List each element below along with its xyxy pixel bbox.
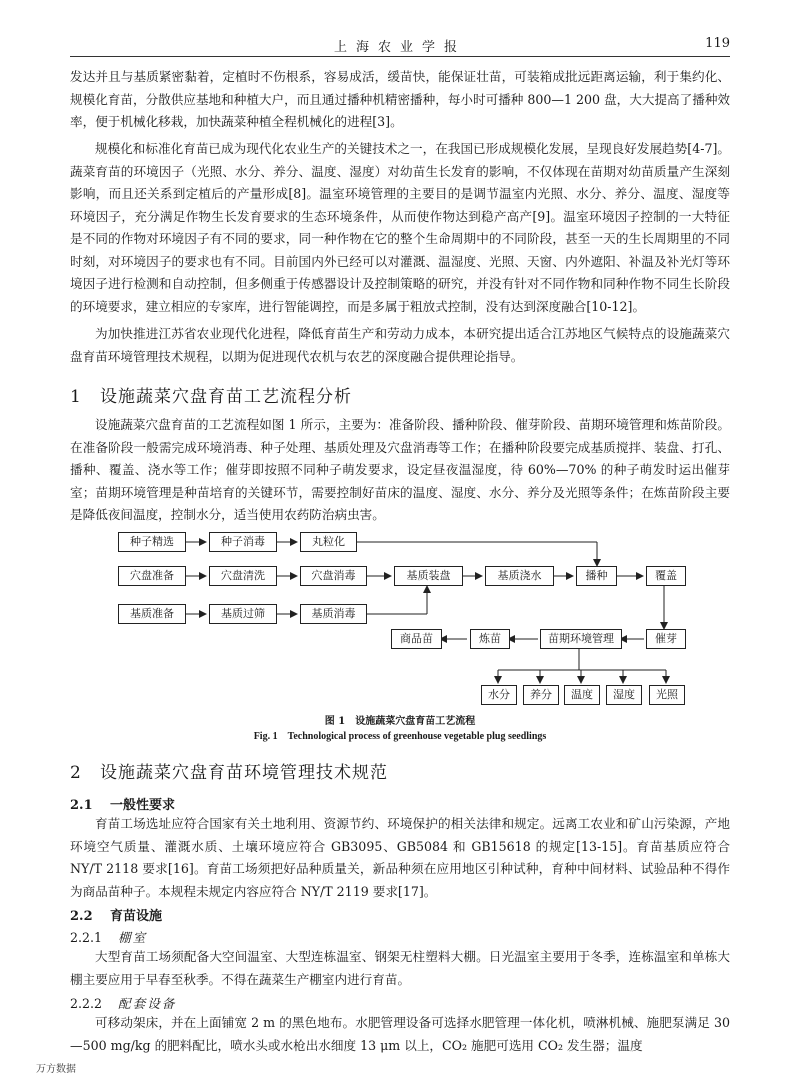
- subsection-title: 一般性要求: [110, 798, 176, 813]
- figure-caption-en: Fig. 1 Technological process of greenhouse vegetable plug seedlings: [253, 731, 547, 742]
- journal-title: 上海农业学报: [333, 40, 466, 55]
- subsection-2-2-heading: [70, 905, 162, 924]
- subsection-number: 2.2: [70, 909, 93, 924]
- node-water: 水分: [481, 685, 517, 705]
- section-2-heading: [70, 758, 388, 783]
- paragraph-general-requirements: 育苗工场选址应符合国家有关土地利用、资源节约、环境保护的相关法律和规定。远离工农业和矿山污染源，产地环境空气质量、灌溉水质、土壤环境应符合 GB3095、GB5084 和 GB15618 的规定[13-15]。育苗基质应符合 NY/T 2118 要求[16]。育苗工场须把好品种质量关，新品种须在应用地区引种试种，育种中间材料、试验品种不得作为商品苗种子。本规程未规定内容应符合 NY/T 2119 要求[17]。: [70, 816, 730, 899]
- node-humidity: 湿度: [606, 685, 642, 705]
- node-temperature: 温度: [564, 685, 600, 705]
- section-number: 2: [70, 763, 82, 783]
- subsection-title: 育苗设施: [110, 909, 163, 924]
- node-light: 光照: [649, 685, 685, 705]
- node-substrate-disinfect: 基质消毒: [300, 604, 367, 624]
- subsection-title: 配套设备: [118, 996, 177, 1011]
- footer-watermark: 万方数据: [36, 1064, 76, 1075]
- paragraph-intro-continued: 发达并且与基质紧密黏着，定植时不伤根系，容易成活，缓苗快，能保证壮苗，可装箱成批远距离运输，利于集约化、规模化育苗，分散供应基地和种植大户，而且通过播种机精密播种，每小时可播种 800—1 200 盘，大大提高了播种效率，便于机械化移栽，加快蔬菜种植全程机械化的进程[3]。: [70, 69, 731, 129]
- node-substrate-sieve: 基质过筛: [209, 604, 277, 624]
- node-covering: 覆盖: [646, 566, 686, 586]
- paragraph-greenhouse: 大型育苗工场须配备大空间温室、大型连栋温室、钢架无柱塑料大棚。日光温室主要用于冬季，连栋温室和单栋大棚主要应用于早春至秋季。不得在蔬菜生产棚室内进行育苗。: [70, 949, 730, 987]
- paragraph-process: 设施蔬菜穴盘育苗的工艺流程如图 1 所示，主要为：准备阶段、播种阶段、催芽阶段、苗期环境管理和炼苗阶段。在准备阶段一般需完成环境消毒、种子处理、基质处理及穴盘消毒等工作；在播种阶段要完成基质搅拌、装盘、打孔、播种、覆盖、浇水等工作；催芽即按照不同种子萌发要求，设定昼夜温湿度，待 60%—70% 的种子萌发时运出催芽室；苗期环境管理是种苗培育的关键环节，需要控制好苗床的温度、湿度、水分、养分及光照等条件；在炼苗阶段主要是降低夜间温度，控制水分，适当使用农药防治病虫害。: [70, 417, 730, 522]
- section-title: 设施蔬菜穴盘育苗工艺流程分析: [100, 387, 352, 407]
- node-substrate-prep: 基质准备: [118, 604, 186, 624]
- subsection-2-1-heading: [70, 794, 175, 813]
- node-seed-disinfect: 种子消毒: [209, 532, 277, 552]
- subsection-number: 2.2.1: [70, 930, 103, 945]
- node-tray-clean: 穴盘清洗: [209, 566, 277, 586]
- paragraph-equipment: 可移动架床，并在上面铺宽 2 m 的黑色地布。水肥管理设备可选择水肥管理一体化机，喷淋机械、施肥泵满足 30—500 mg/kg 的肥料配比，喷水头或水枪出水细度 13 μm 以上，CO₂ 施肥可选用 CO₂ 发生器；温度: [70, 1015, 730, 1053]
- node-substrate-fill: 基质装盘: [394, 566, 463, 586]
- node-tray-prep: 穴盘准备: [118, 566, 186, 586]
- subsection-2-2-2-heading: [70, 993, 176, 1012]
- node-substrate-water: 基质浇水: [485, 566, 554, 586]
- node-commercial-seedling: 商品苗: [391, 629, 442, 649]
- node-nutrient: 养分: [523, 685, 559, 705]
- subsection-number: 2.2.2: [70, 996, 103, 1011]
- subsection-2-2-1-heading: [70, 927, 147, 946]
- section-title: 设施蔬菜穴盘育苗环境管理技术规范: [100, 763, 388, 783]
- node-seed-select: 种子精选: [118, 532, 186, 552]
- page-number: 119: [705, 36, 730, 51]
- node-pelleting: 丸粒化: [300, 532, 357, 552]
- node-seedling-env-management: 苗期环境管理: [540, 629, 622, 649]
- node-hardening: 炼苗: [470, 629, 510, 649]
- paragraph-purpose: 为加快推进江苏省农业现代化进程，降低育苗生产和劳动力成本，本研究提出适合江苏地区气候特点的设施蔬菜穴盘育苗环境管理技术规程，以期为促进现代农机与农艺的深度融合提供理论指导。: [70, 326, 730, 364]
- node-tray-disinfect: 穴盘消毒: [300, 566, 367, 586]
- subsection-title: 棚室: [118, 930, 148, 945]
- figure-caption-cn: 图 1 设施蔬菜穴盘育苗工艺流程: [324, 716, 476, 727]
- node-sowing: 播种: [576, 566, 617, 586]
- section-number: 1: [70, 387, 82, 407]
- node-germination: 催芽: [646, 629, 686, 649]
- subsection-number: 2.1: [70, 798, 93, 813]
- paragraph-background: 规模化和标准化育苗已成为现代化农业生产的关键技术之一，在我国已形成规模化发展，呈现良好发展趋势[4-7]。蔬菜育苗的环境因子（光照、水分、养分、温度、湿度）对幼苗生长发育的影响，不仅体现在苗期对幼苗质量产生深刻影响，而且还关系到定植后的产量形成[8]。温室环境管理的主要目的是调节温室内光照、水分、养分、温度、湿度等环境因子，充分满足作物生长发育要求的生态环境条件，从而使作物达到稳产高产[9]。温室环境因子控制的一大特征是不同的作物对环境因子有不同的要求，同一种作物在它的整个生命周期中的不同阶段，甚至一天的生长周期里的不同时刻，对环境因子的要求也有不同。目前国内外已经可以对灌溉、温湿度、光照、天窗、内外遮阳、补温及补光灯等环境因子进行检测和自动控制，但多侧重于传感器设计及控制策略的研究，并没有针对不同作物和同种作物不同生长阶段的环境要求，建立相应的专家库，进行智能调控，而是多属于粗放式控制，没有达到深度融合[10-12]。: [70, 141, 730, 314]
